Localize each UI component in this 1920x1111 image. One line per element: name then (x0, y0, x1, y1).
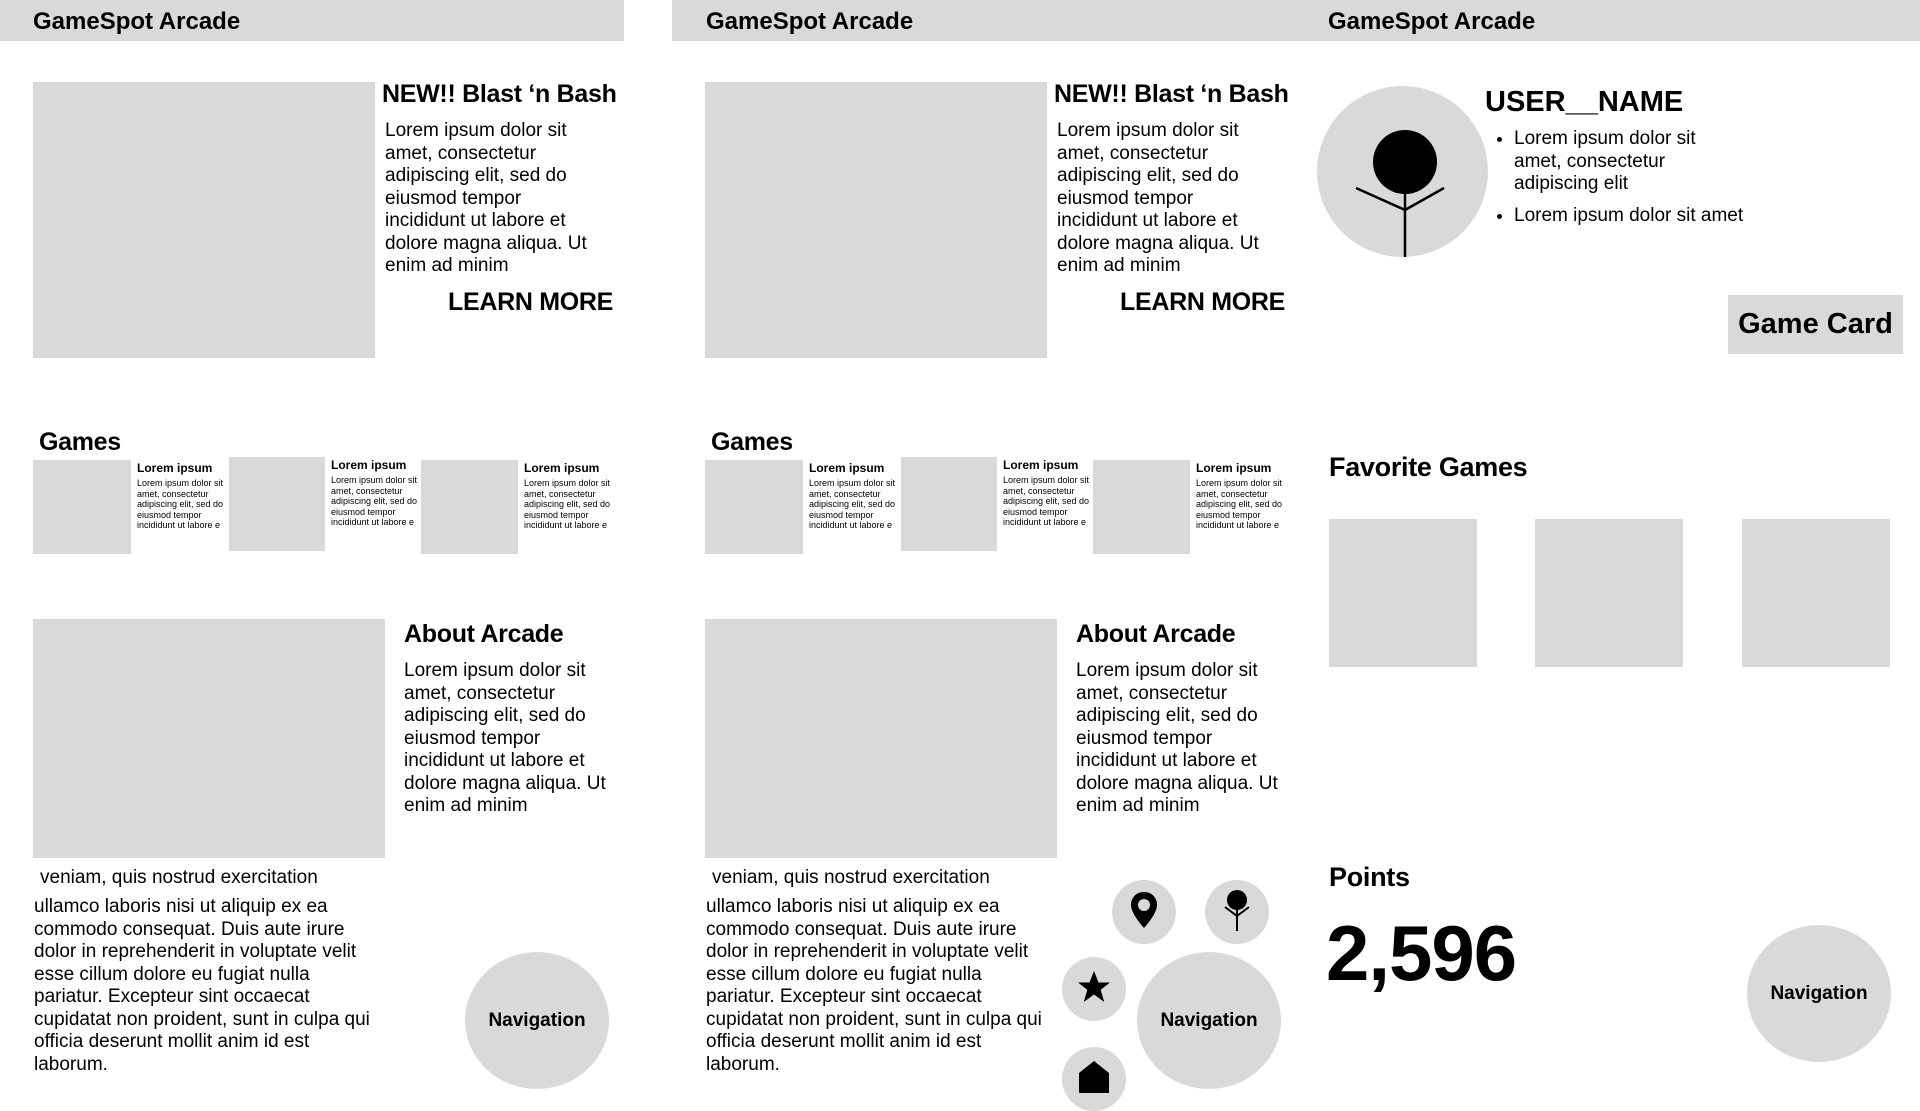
learn-more-link[interactable]: LEARN MORE (448, 288, 614, 316)
hero-image (705, 82, 1047, 358)
navigation-button[interactable]: Navigation (1747, 925, 1891, 1062)
user-icon (1220, 888, 1254, 937)
about-text-continued: veniam, quis nostrud exercitation (40, 867, 318, 888)
hero-text: Lorem ipsum dolor sit amet, consectetur adipiscing elit, sed do eiusmod tempor incididunt ut labore et dolore magna aliqua. Ut enim ad minim (1057, 120, 1259, 276)
favorite-game-tile[interactable] (1329, 519, 1477, 667)
game-tile-text: Lorem ipsum dolor sit amet, consectetur adipiscing elit, sed do eiusmod tempor incididunt ut labore e (137, 478, 224, 530)
game-thumbnail[interactable] (705, 460, 803, 554)
points-title: Points (1329, 862, 1410, 892)
profile-bullet-list (1486, 128, 1744, 236)
about-title: About Arcade (404, 620, 564, 648)
app-title: GameSpot Arcade (33, 8, 241, 35)
top-bar (0, 0, 624, 41)
game-tile-title: Lorem ipsum (524, 461, 600, 475)
game-tile-text: Lorem ipsum dolor sit amet, consectetur adipiscing elit, sed do eiusmod tempor incididunt ut labore e (331, 475, 418, 527)
games-title: Games (711, 428, 793, 456)
profile-bullet: • Lorem ipsum dolor sit amet (1514, 205, 1744, 228)
hero-title: NEW!! Blast ‘n Bash (1054, 80, 1289, 108)
location-pin-icon (1129, 891, 1159, 934)
points-value: 2,596 (1326, 909, 1517, 997)
hero-image (33, 82, 375, 358)
game-tile-text: Lorem ipsum dolor sit amet, consectetur adipiscing elit, sed do eiusmod tempor incididunt ut labore e (524, 478, 611, 530)
learn-more-link[interactable]: LEARN MORE (1120, 288, 1286, 316)
favorite-games-title: Favorite Games (1329, 452, 1528, 482)
location-button[interactable] (1112, 880, 1176, 944)
about-text: Lorem ipsum dolor sit amet, consectetur adipiscing elit, sed do eiusmod tempor incididunt ut labore et dolore magna aliqua. Ut enim ad minim (1076, 660, 1278, 816)
game-tile-title: Lorem ipsum (1003, 458, 1079, 472)
game-thumbnail[interactable] (229, 457, 325, 551)
about-text-continued: veniam, quis nostrud exercitation (712, 867, 990, 888)
game-thumbnail[interactable] (33, 460, 131, 554)
profile-button[interactable] (1205, 880, 1269, 944)
about-text: Lorem ipsum dolor sit amet, consectetur adipiscing elit, sed do eiusmod tempor incididunt ut labore et dolore magna aliqua. Ut enim ad minim (404, 660, 606, 816)
top-bar (1296, 0, 1920, 41)
about-title: About Arcade (1076, 620, 1236, 648)
favorites-button[interactable] (1062, 957, 1126, 1021)
avatar[interactable] (1317, 86, 1488, 257)
games-title: Games (39, 428, 121, 456)
game-thumbnail[interactable] (901, 457, 997, 551)
favorite-game-tile[interactable] (1535, 519, 1683, 667)
app-title: GameSpot Arcade (1328, 8, 1536, 35)
game-tile-text: Lorem ipsum dolor sit amet, consectetur adipiscing elit, sed do eiusmod tempor incididunt ut labore e (1196, 478, 1283, 530)
home-button[interactable] (1062, 1047, 1126, 1111)
navigation-button[interactable]: Navigation (465, 952, 609, 1089)
about-image (33, 619, 385, 858)
game-card-button[interactable]: Game Card (1728, 295, 1903, 354)
profile-bullet: • Lorem ipsum dolor sit amet, consectetur adipiscing elit (1514, 128, 1744, 196)
app-title: GameSpot Arcade (706, 8, 914, 35)
hero-text: Lorem ipsum dolor sit amet, consectetur adipiscing elit, sed do eiusmod tempor incididunt ut labore et dolore magna aliqua. Ut enim ad minim (385, 120, 587, 276)
game-tile-text: Lorem ipsum dolor sit amet, consectetur adipiscing elit, sed do eiusmod tempor incididunt ut labore e (1003, 475, 1090, 527)
game-tile-title: Lorem ipsum (331, 458, 407, 472)
hero-title: NEW!! Blast ‘n Bash (382, 80, 617, 108)
game-thumbnail[interactable] (1093, 460, 1190, 554)
top-bar (672, 0, 1296, 41)
game-tile-title: Lorem ipsum (1196, 461, 1272, 475)
game-tile-text: Lorem ipsum dolor sit amet, consectetur adipiscing elit, sed do eiusmod tempor incididunt ut labore e (809, 478, 896, 530)
about-text-rest: ullamco laboris nisi ut aliquip ex ea commodo consequat. Duis aute irure dolor in reprehenderit in voluptate velit esse cillum dolore eu fugiat nulla pariatur. Excepteur sint occaecat cupidatat non proident, sunt in culpa qui officia deserunt mollit anim id est laborum. (34, 896, 370, 1075)
star-icon (1077, 970, 1111, 1009)
username: USER__NAME (1485, 86, 1684, 118)
about-text-rest: ullamco laboris nisi ut aliquip ex ea commodo consequat. Duis aute irure dolor in reprehenderit in voluptate velit esse cillum dolore eu fugiat nulla pariatur. Excepteur sint occaecat cupidatat non proident, sunt in culpa qui officia deserunt mollit anim id est laborum. (706, 896, 1042, 1075)
navigation-button[interactable]: Navigation (1137, 952, 1281, 1089)
favorite-game-tile[interactable] (1742, 519, 1890, 667)
home-icon (1078, 1060, 1110, 1099)
about-image (705, 619, 1057, 858)
game-tile-title: Lorem ipsum (809, 461, 885, 475)
game-tile-title: Lorem ipsum (137, 461, 213, 475)
game-thumbnail[interactable] (421, 460, 518, 554)
